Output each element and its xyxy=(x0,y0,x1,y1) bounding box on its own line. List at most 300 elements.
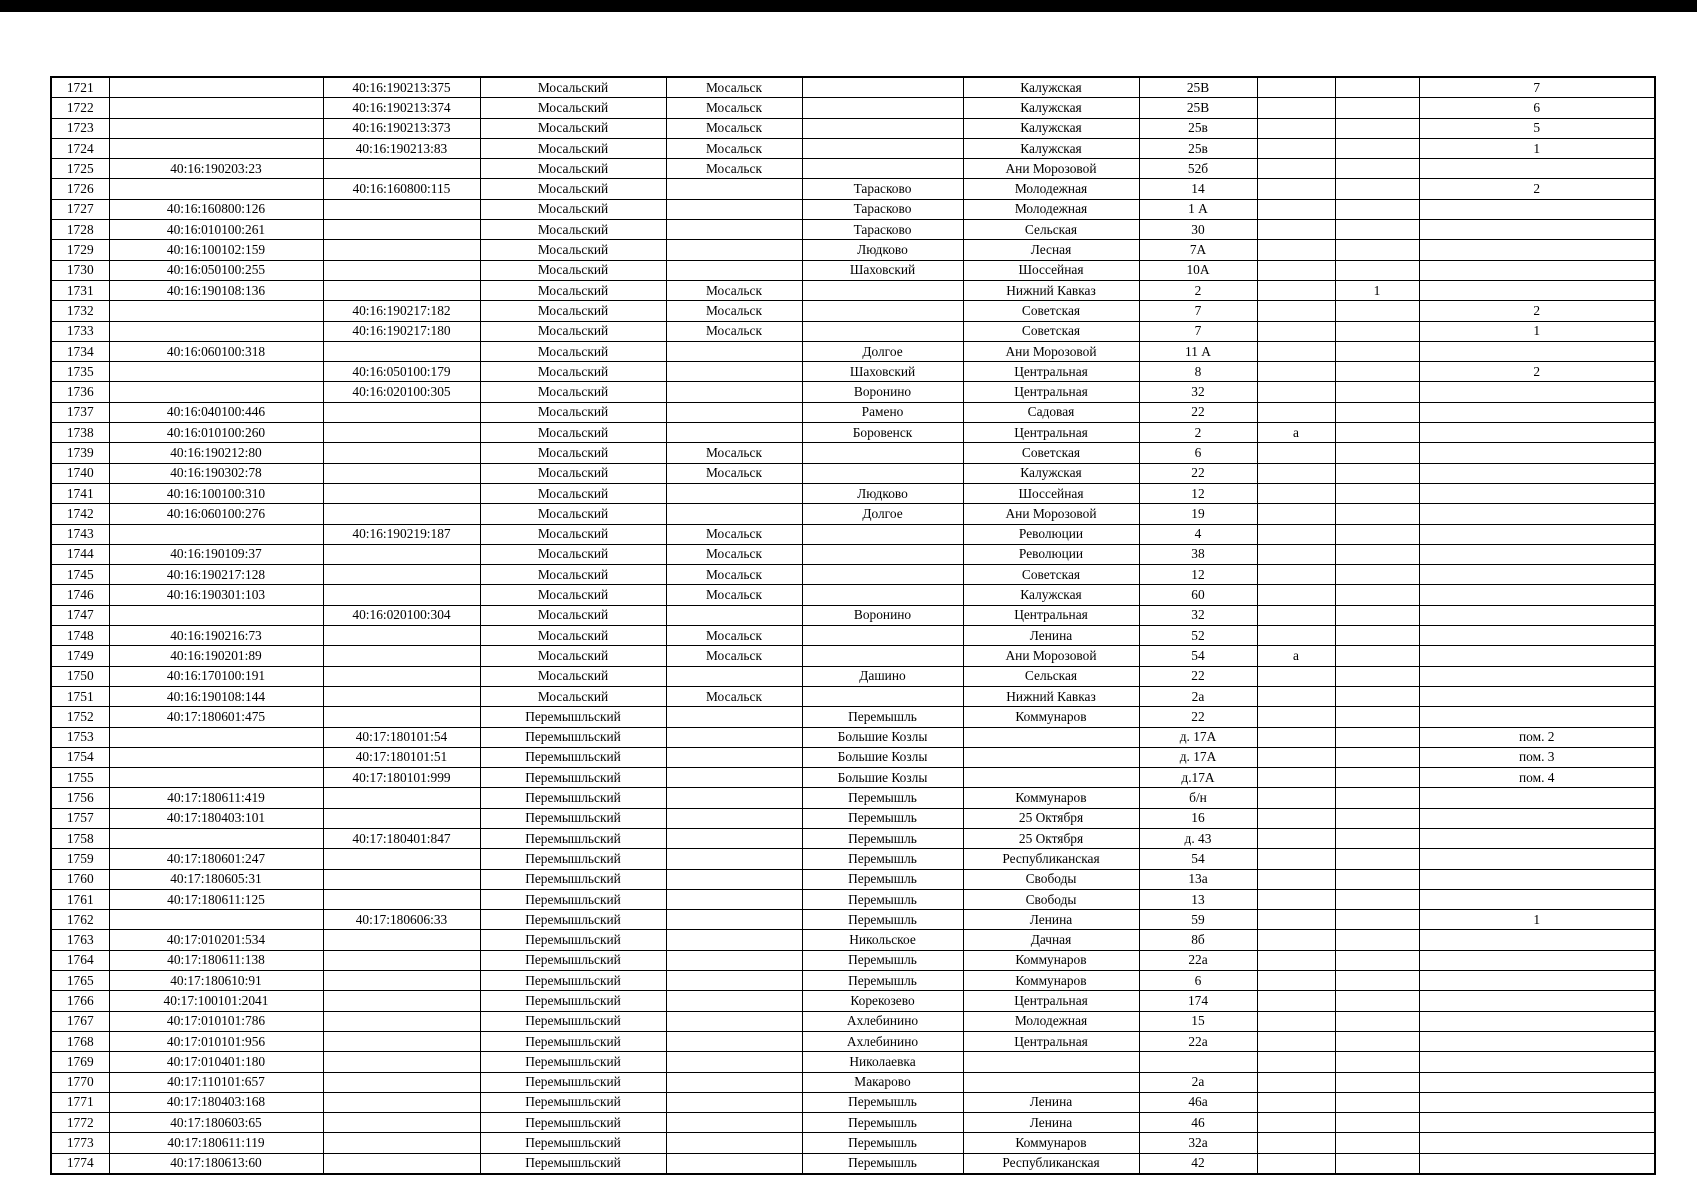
cell-city xyxy=(666,666,802,686)
table-row xyxy=(51,626,1655,646)
cell-cadastral-number-primary: 40:17:110101:657 xyxy=(109,1072,323,1092)
cell-city xyxy=(666,1153,802,1174)
cell-letter xyxy=(1257,1031,1335,1051)
cell-house-number: д.17А xyxy=(1139,768,1257,788)
cell-street: Нижний Кавказ xyxy=(963,686,1139,706)
cell-row-number: 1742 xyxy=(51,504,109,524)
cell-settlement xyxy=(802,585,963,605)
cell-row-number: 1771 xyxy=(51,1092,109,1112)
cell-house-number: 22 xyxy=(1139,707,1257,727)
cell-settlement: Перемышль xyxy=(802,1113,963,1133)
table-row xyxy=(51,991,1655,1011)
cell-building xyxy=(1335,483,1419,503)
cell-settlement: Перемышль xyxy=(802,1092,963,1112)
cell-house-number: 2 xyxy=(1139,423,1257,443)
cell-house-number: 25в xyxy=(1139,138,1257,158)
cell-settlement xyxy=(802,138,963,158)
cell-street: Шоссейная xyxy=(963,483,1139,503)
cell-letter xyxy=(1257,220,1335,240)
cell-cadastral-number-primary xyxy=(109,747,323,767)
cell-apartment: 2 xyxy=(1419,362,1655,382)
cell-apartment xyxy=(1419,1092,1655,1112)
cell-building xyxy=(1335,707,1419,727)
cell-street: Шоссейная xyxy=(963,260,1139,280)
cell-cadastral-number-secondary xyxy=(323,220,480,240)
cell-apartment xyxy=(1419,159,1655,179)
cell-cadastral-number-primary xyxy=(109,321,323,341)
cell-house-number: 32 xyxy=(1139,605,1257,625)
cell-city xyxy=(666,382,802,402)
cell-settlement: Перемышль xyxy=(802,869,963,889)
cell-apartment: пом. 2 xyxy=(1419,727,1655,747)
cell-house-number: 32а xyxy=(1139,1133,1257,1153)
cell-letter xyxy=(1257,118,1335,138)
cell-settlement xyxy=(802,646,963,666)
cell-cadastral-number-primary xyxy=(109,301,323,321)
cell-district: Перемышльский xyxy=(480,1072,666,1092)
cell-building xyxy=(1335,544,1419,564)
cell-settlement: Долгое xyxy=(802,504,963,524)
cell-settlement: Перемышль xyxy=(802,910,963,930)
cell-apartment: 1 xyxy=(1419,321,1655,341)
cell-cadastral-number-primary: 40:16:190212:80 xyxy=(109,443,323,463)
cell-settlement: Большие Козлы xyxy=(802,747,963,767)
cell-building xyxy=(1335,1092,1419,1112)
table-row xyxy=(51,565,1655,585)
cell-house-number: 22а xyxy=(1139,1031,1257,1051)
cell-street: Свободы xyxy=(963,889,1139,909)
cell-house-number: 32 xyxy=(1139,382,1257,402)
cell-settlement: Дашино xyxy=(802,666,963,686)
cell-apartment xyxy=(1419,626,1655,646)
cell-district: Мосальский xyxy=(480,524,666,544)
cell-settlement xyxy=(802,463,963,483)
table-row xyxy=(51,159,1655,179)
cell-settlement: Перемышль xyxy=(802,950,963,970)
cell-street: Центральная xyxy=(963,991,1139,1011)
cell-street: Ани Морозовой xyxy=(963,646,1139,666)
cell-apartment xyxy=(1419,950,1655,970)
cell-street: Ани Морозовой xyxy=(963,159,1139,179)
cell-apartment xyxy=(1419,1011,1655,1031)
cell-building xyxy=(1335,971,1419,991)
cell-settlement xyxy=(802,77,963,98)
cell-building xyxy=(1335,159,1419,179)
cell-cadastral-number-primary xyxy=(109,605,323,625)
table-row xyxy=(51,1113,1655,1133)
cell-street: Советская xyxy=(963,321,1139,341)
cell-city: Мосальск xyxy=(666,626,802,646)
cell-cadastral-number-primary: 40:17:100101:2041 xyxy=(109,991,323,1011)
cell-city: Мосальск xyxy=(666,544,802,564)
cell-building xyxy=(1335,1052,1419,1072)
cell-city xyxy=(666,950,802,970)
cell-cadastral-number-primary: 40:17:180611:125 xyxy=(109,889,323,909)
cell-district: Перемышльский xyxy=(480,747,666,767)
cell-street: Сельская xyxy=(963,220,1139,240)
cell-building xyxy=(1335,788,1419,808)
cell-apartment xyxy=(1419,828,1655,848)
cell-city: Мосальск xyxy=(666,280,802,300)
cell-letter xyxy=(1257,1113,1335,1133)
cell-cadastral-number-primary: 40:16:040100:446 xyxy=(109,402,323,422)
table-row xyxy=(51,179,1655,199)
cell-settlement xyxy=(802,686,963,706)
cell-building xyxy=(1335,260,1419,280)
table-row xyxy=(51,382,1655,402)
cell-house-number: 46а xyxy=(1139,1092,1257,1112)
cell-row-number: 1761 xyxy=(51,889,109,909)
table-row xyxy=(51,747,1655,767)
cell-cadastral-number-secondary xyxy=(323,423,480,443)
cell-cadastral-number-primary: 40:17:180613:60 xyxy=(109,1153,323,1174)
cell-cadastral-number-primary: 40:16:170100:191 xyxy=(109,666,323,686)
cell-city xyxy=(666,889,802,909)
cell-house-number: 8б xyxy=(1139,930,1257,950)
cell-district: Мосальский xyxy=(480,138,666,158)
cell-cadastral-number-primary: 40:17:180403:101 xyxy=(109,808,323,828)
cell-cadastral-number-secondary xyxy=(323,686,480,706)
table-row xyxy=(51,443,1655,463)
cell-street: Ленина xyxy=(963,626,1139,646)
table-row xyxy=(51,1052,1655,1072)
cell-cadastral-number-secondary: 40:16:160800:115 xyxy=(323,179,480,199)
cell-street: Центральная xyxy=(963,423,1139,443)
cell-district: Перемышльский xyxy=(480,1153,666,1174)
cell-cadastral-number-primary xyxy=(109,138,323,158)
cell-building xyxy=(1335,991,1419,1011)
cell-house-number: 46 xyxy=(1139,1113,1257,1133)
cell-district: Мосальский xyxy=(480,301,666,321)
cell-cadastral-number-secondary xyxy=(323,950,480,970)
cell-building xyxy=(1335,301,1419,321)
cell-cadastral-number-primary: 40:17:180610:91 xyxy=(109,971,323,991)
cell-building xyxy=(1335,727,1419,747)
cell-cadastral-number-primary: 40:16:190302:78 xyxy=(109,463,323,483)
cell-settlement: Большие Козлы xyxy=(802,727,963,747)
cell-house-number: 10А xyxy=(1139,260,1257,280)
cell-house-number: 7 xyxy=(1139,301,1257,321)
table-row xyxy=(51,707,1655,727)
cell-cadastral-number-primary: 40:17:010201:534 xyxy=(109,930,323,950)
cell-building xyxy=(1335,605,1419,625)
cell-row-number: 1743 xyxy=(51,524,109,544)
cell-district: Перемышльский xyxy=(480,1011,666,1031)
cell-apartment xyxy=(1419,402,1655,422)
cell-district: Мосальский xyxy=(480,544,666,564)
cell-district: Мосальский xyxy=(480,463,666,483)
cell-letter xyxy=(1257,971,1335,991)
cell-cadastral-number-primary: 40:16:060100:276 xyxy=(109,504,323,524)
cell-letter xyxy=(1257,910,1335,930)
cell-settlement: Ахлебинино xyxy=(802,1031,963,1051)
cell-house-number: 59 xyxy=(1139,910,1257,930)
cell-settlement xyxy=(802,280,963,300)
cell-cadastral-number-primary xyxy=(109,727,323,747)
cell-building xyxy=(1335,950,1419,970)
cell-cadastral-number-secondary: 40:16:190213:374 xyxy=(323,98,480,118)
cell-apartment xyxy=(1419,889,1655,909)
cell-district: Мосальский xyxy=(480,504,666,524)
table-row xyxy=(51,727,1655,747)
cell-apartment xyxy=(1419,1031,1655,1051)
cell-street: Революции xyxy=(963,544,1139,564)
cell-city xyxy=(666,1031,802,1051)
cell-letter xyxy=(1257,1092,1335,1112)
cell-letter xyxy=(1257,626,1335,646)
cell-house-number: 4 xyxy=(1139,524,1257,544)
cell-street: Свободы xyxy=(963,869,1139,889)
cell-row-number: 1754 xyxy=(51,747,109,767)
cell-building xyxy=(1335,1072,1419,1092)
table-row xyxy=(51,77,1655,98)
cell-letter xyxy=(1257,280,1335,300)
cell-street: Ани Морозовой xyxy=(963,504,1139,524)
cell-apartment xyxy=(1419,280,1655,300)
cell-settlement: Перемышль xyxy=(802,828,963,848)
cell-letter xyxy=(1257,686,1335,706)
cell-settlement xyxy=(802,98,963,118)
cell-district: Мосальский xyxy=(480,98,666,118)
cell-cadastral-number-secondary xyxy=(323,666,480,686)
cell-house-number: д. 17А xyxy=(1139,727,1257,747)
cell-cadastral-number-primary: 40:17:180601:247 xyxy=(109,849,323,869)
cell-apartment xyxy=(1419,220,1655,240)
cell-house-number: 2 xyxy=(1139,280,1257,300)
cell-row-number: 1770 xyxy=(51,1072,109,1092)
cell-apartment xyxy=(1419,869,1655,889)
cell-city: Мосальск xyxy=(666,585,802,605)
cell-street: Ленина xyxy=(963,1092,1139,1112)
cell-house-number: 7 xyxy=(1139,321,1257,341)
cell-settlement xyxy=(802,118,963,138)
cell-building xyxy=(1335,768,1419,788)
cell-house-number: 19 xyxy=(1139,504,1257,524)
cell-apartment xyxy=(1419,646,1655,666)
cell-house-number: 30 xyxy=(1139,220,1257,240)
cell-street: Калужская xyxy=(963,138,1139,158)
cell-cadastral-number-primary: 40:17:180611:119 xyxy=(109,1133,323,1153)
cell-district: Мосальский xyxy=(480,118,666,138)
cell-row-number: 1746 xyxy=(51,585,109,605)
cell-district: Перемышльский xyxy=(480,1113,666,1133)
cell-row-number: 1726 xyxy=(51,179,109,199)
cell-apartment: 6 xyxy=(1419,98,1655,118)
cell-house-number: 12 xyxy=(1139,483,1257,503)
cell-district: Перемышльский xyxy=(480,950,666,970)
cell-building xyxy=(1335,341,1419,361)
cell-cadastral-number-secondary: 40:17:180101:999 xyxy=(323,768,480,788)
cell-settlement: Долгое xyxy=(802,341,963,361)
cell-letter xyxy=(1257,402,1335,422)
cell-cadastral-number-primary xyxy=(109,362,323,382)
cell-street: Центральная xyxy=(963,605,1139,625)
table-row xyxy=(51,1092,1655,1112)
cell-street: Калужская xyxy=(963,118,1139,138)
cell-settlement: Макарово xyxy=(802,1072,963,1092)
cell-house-number: 2а xyxy=(1139,686,1257,706)
cell-building xyxy=(1335,77,1419,98)
cell-house-number: 25В xyxy=(1139,77,1257,98)
cell-settlement: Перемышль xyxy=(802,707,963,727)
cell-city: Мосальск xyxy=(666,118,802,138)
cell-apartment xyxy=(1419,585,1655,605)
cell-city xyxy=(666,828,802,848)
cell-city: Мосальск xyxy=(666,301,802,321)
cell-building xyxy=(1335,666,1419,686)
cell-letter xyxy=(1257,301,1335,321)
cell-row-number: 1736 xyxy=(51,382,109,402)
table-row xyxy=(51,301,1655,321)
cell-district: Мосальский xyxy=(480,605,666,625)
cell-row-number: 1765 xyxy=(51,971,109,991)
cell-district: Мосальский xyxy=(480,423,666,443)
table-row xyxy=(51,686,1655,706)
cell-cadastral-number-primary: 40:16:190301:103 xyxy=(109,585,323,605)
cell-row-number: 1734 xyxy=(51,341,109,361)
cell-street: Центральная xyxy=(963,362,1139,382)
cell-street: Калужская xyxy=(963,98,1139,118)
cell-city xyxy=(666,768,802,788)
cell-city xyxy=(666,362,802,382)
cell-city xyxy=(666,240,802,260)
cell-row-number: 1722 xyxy=(51,98,109,118)
table-row xyxy=(51,463,1655,483)
cell-city xyxy=(666,1052,802,1072)
cell-house-number: 16 xyxy=(1139,808,1257,828)
cell-district: Перемышльский xyxy=(480,1133,666,1153)
cell-city xyxy=(666,727,802,747)
cell-building xyxy=(1335,423,1419,443)
cell-house-number: 2а xyxy=(1139,1072,1257,1092)
cell-building xyxy=(1335,118,1419,138)
cell-cadastral-number-primary: 40:16:060100:318 xyxy=(109,341,323,361)
cell-street: Калужская xyxy=(963,585,1139,605)
cell-district: Перемышльский xyxy=(480,971,666,991)
cell-cadastral-number-primary: 40:16:050100:255 xyxy=(109,260,323,280)
cell-cadastral-number-primary: 40:16:190203:23 xyxy=(109,159,323,179)
cell-apartment xyxy=(1419,1113,1655,1133)
cell-apartment xyxy=(1419,930,1655,950)
cell-house-number: 54 xyxy=(1139,646,1257,666)
cell-cadastral-number-primary xyxy=(109,910,323,930)
cell-building xyxy=(1335,910,1419,930)
cell-city xyxy=(666,849,802,869)
cell-cadastral-number-secondary xyxy=(323,443,480,463)
cell-settlement: Перемышль xyxy=(802,1133,963,1153)
cell-street: Ани Морозовой xyxy=(963,341,1139,361)
cell-cadastral-number-secondary xyxy=(323,788,480,808)
cell-apartment xyxy=(1419,971,1655,991)
cell-row-number: 1733 xyxy=(51,321,109,341)
table-row xyxy=(51,402,1655,422)
cell-city: Мосальск xyxy=(666,443,802,463)
table-row xyxy=(51,220,1655,240)
cell-building xyxy=(1335,1011,1419,1031)
cell-city: Мосальск xyxy=(666,98,802,118)
cell-letter xyxy=(1257,544,1335,564)
cell-letter xyxy=(1257,504,1335,524)
table-row xyxy=(51,585,1655,605)
cell-district: Мосальский xyxy=(480,443,666,463)
cell-cadastral-number-secondary xyxy=(323,1133,480,1153)
table-row xyxy=(51,483,1655,503)
cell-cadastral-number-primary: 40:16:160800:126 xyxy=(109,199,323,219)
cell-building xyxy=(1335,179,1419,199)
cell-cadastral-number-secondary xyxy=(323,402,480,422)
cell-city xyxy=(666,1072,802,1092)
cell-house-number: 52б xyxy=(1139,159,1257,179)
cell-district: Перемышльский xyxy=(480,828,666,848)
cell-row-number: 1768 xyxy=(51,1031,109,1051)
cell-district: Перемышльский xyxy=(480,727,666,747)
cell-settlement: Большие Козлы xyxy=(802,768,963,788)
cell-city: Мосальск xyxy=(666,524,802,544)
cell-settlement: Воронино xyxy=(802,605,963,625)
cell-cadastral-number-primary: 40:16:190201:89 xyxy=(109,646,323,666)
cell-apartment xyxy=(1419,483,1655,503)
cell-row-number: 1741 xyxy=(51,483,109,503)
cell-letter xyxy=(1257,605,1335,625)
cell-cadastral-number-secondary xyxy=(323,626,480,646)
cell-letter xyxy=(1257,77,1335,98)
cell-cadastral-number-secondary: 40:16:020100:304 xyxy=(323,605,480,625)
cell-settlement: Корекозево xyxy=(802,991,963,1011)
cell-building xyxy=(1335,524,1419,544)
cell-letter xyxy=(1257,889,1335,909)
cell-street: Коммунаров xyxy=(963,1133,1139,1153)
cell-settlement: Перемышль xyxy=(802,971,963,991)
cell-row-number: 1729 xyxy=(51,240,109,260)
cell-letter xyxy=(1257,768,1335,788)
cell-district: Перемышльский xyxy=(480,930,666,950)
cell-building xyxy=(1335,240,1419,260)
cell-letter xyxy=(1257,869,1335,889)
cell-letter xyxy=(1257,828,1335,848)
cell-street: Коммунаров xyxy=(963,950,1139,970)
cell-house-number: 174 xyxy=(1139,991,1257,1011)
cell-street: Революции xyxy=(963,524,1139,544)
cell-cadastral-number-secondary xyxy=(323,483,480,503)
cell-settlement: Перемышль xyxy=(802,808,963,828)
cell-house-number: 7А xyxy=(1139,240,1257,260)
cell-street: Центральная xyxy=(963,382,1139,402)
cell-row-number: 1766 xyxy=(51,991,109,1011)
cell-cadastral-number-secondary xyxy=(323,463,480,483)
cell-building xyxy=(1335,98,1419,118)
cell-house-number: 1 А xyxy=(1139,199,1257,219)
cell-letter xyxy=(1257,321,1335,341)
cell-street xyxy=(963,768,1139,788)
cell-city xyxy=(666,747,802,767)
cell-cadastral-number-secondary xyxy=(323,280,480,300)
cell-letter xyxy=(1257,463,1335,483)
table-row xyxy=(51,1011,1655,1031)
cell-apartment xyxy=(1419,686,1655,706)
cell-cadastral-number-secondary xyxy=(323,240,480,260)
table-row xyxy=(51,118,1655,138)
cell-cadastral-number-secondary xyxy=(323,646,480,666)
cell-cadastral-number-secondary: 40:16:190213:375 xyxy=(323,77,480,98)
cell-house-number: 13 xyxy=(1139,889,1257,909)
cell-city xyxy=(666,483,802,503)
cell-cadastral-number-primary: 40:16:010100:260 xyxy=(109,423,323,443)
cell-letter xyxy=(1257,138,1335,158)
cell-settlement xyxy=(802,544,963,564)
cell-letter xyxy=(1257,727,1335,747)
cell-cadastral-number-secondary: 40:16:020100:305 xyxy=(323,382,480,402)
table-row xyxy=(51,138,1655,158)
